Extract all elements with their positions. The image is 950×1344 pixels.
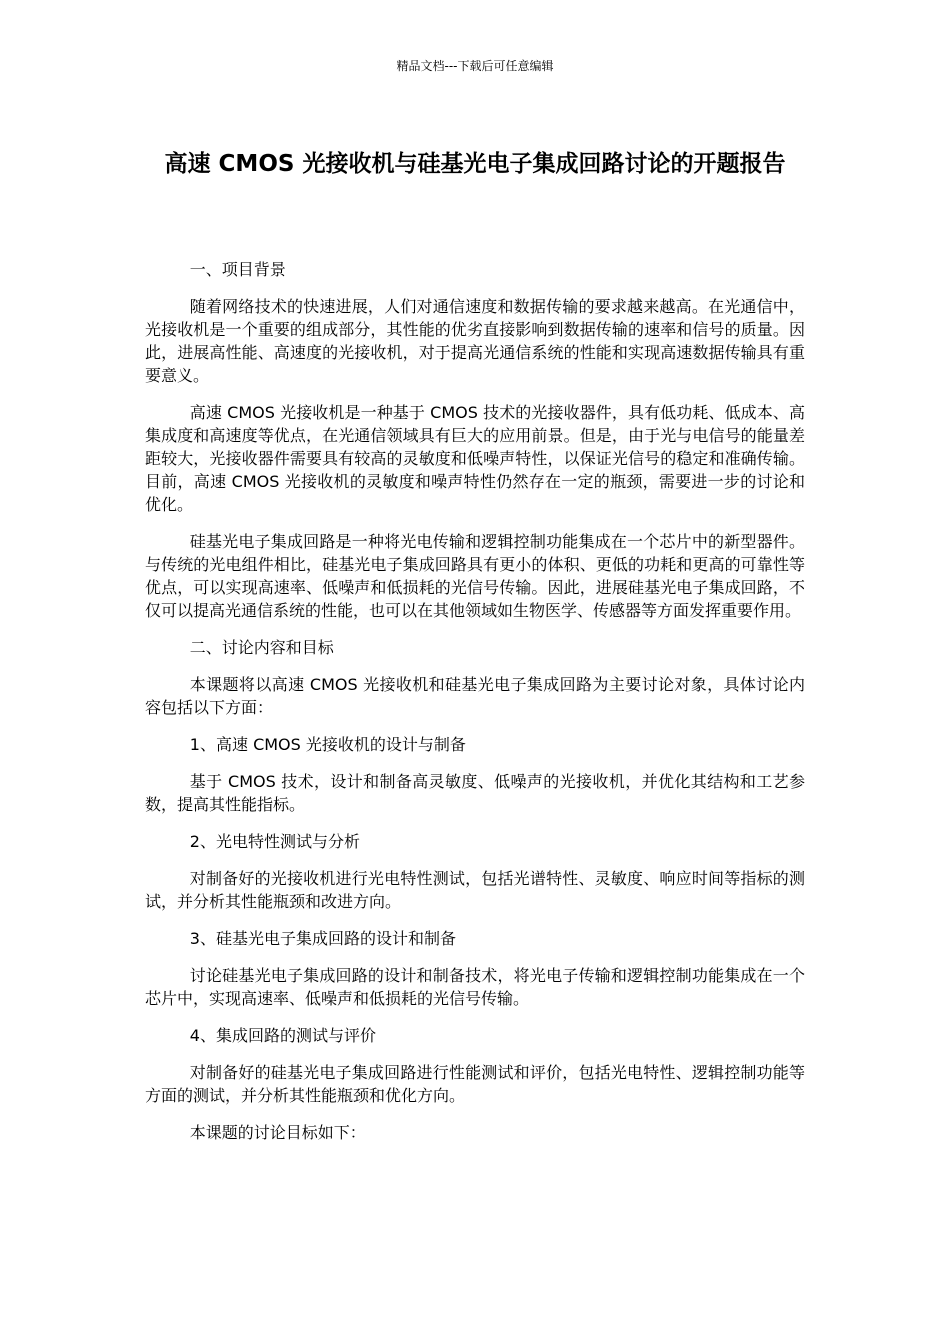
section-heading-content: 二、讨论内容和目标 [189,638,334,657]
document-title: 高速 CMOS 光接收机与硅基光电子集成回路讨论的开题报告 [164,151,786,177]
document-body [145,258,805,1158]
paragraph-background-2: 高速 CMOS 光接收机是一种基于 CMOS 技术的光接收器件，具有低功耗、低成本、高集成度和高速度等优点，在光通信领域具有巨大的应用前景。但是，由于光与电信号的能量差距较大，光接收器件需要具有较高的灵敏度和低噪声特性，以保证光信号的稳定和准确传输。目前，高速 CMOS 光接收机的灵敏度和噪声特性仍然存在一定的瓶颈，需要进一步的讨论和优化。 [145,403,805,514]
item-text-4: 对制备好的硅基光电子集成回路进行性能测试和评价，包括光电特性、逻辑控制功能等方面的测试，并分析其性能瓶颈和优化方向。 [145,1063,805,1105]
item-heading-1: 1、高速 CMOS 光接收机的设计与制备 [189,735,466,754]
item-heading-2: 2、光电特性测试与分析 [189,832,360,851]
item-heading-3: 3、硅基光电子集成回路的设计和制备 [189,929,456,948]
paragraph-content-intro: 本课题将以高速 CMOS 光接收机和硅基光电子集成回路为主要讨论对象，具体讨论内容包括以下方面： [145,675,805,717]
item-text-1: 基于 CMOS 技术，设计和制备高灵敏度、低噪声的光接收机，并优化其结构和工艺参数，提高其性能指标。 [145,772,805,814]
item-text-2: 对制备好的光接收机进行光电特性测试，包括光谱特性、灵敏度、响应时间等指标的测试，并分析其性能瓶颈和改进方向。 [145,869,805,911]
item-text-3: 讨论硅基光电子集成回路的设计和制备技术，将光电子传输和逻辑控制功能集成在一个芯片中，实现高速率、低噪声和低损耗的光信号传输。 [145,966,805,1008]
header-note: 精品文档---下载后可任意编辑 [396,59,554,73]
paragraph-background-3: 硅基光电子集成回路是一种将光电传输和逻辑控制功能集成在一个芯片中的新型器件。与传统的光电组件相比，硅基光电子集成回路具有更小的体积、更低的功耗和更高的可靠性等优点，可以实现高速率、低噪声和低损耗的光信号传输。因此，进展硅基光电子集成回路，不仅可以提高光通信系统的性能，也可以在其他领域如生物医学、传感器等方面发挥重要作用。 [145,532,805,620]
item-heading-4: 4、集成回路的测试与评价 [189,1026,376,1045]
paragraph-goals-intro: 本课题的讨论目标如下： [189,1123,366,1142]
section-heading-background: 一、项目背景 [189,260,286,279]
paragraph-background-1: 随着网络技术的快速进展，人们对通信速度和数据传输的要求越来越高。在光通信中，光接收机是一个重要的组成部分，其性能的优劣直接影响到数据传输的速率和信号的质量。因此，进展高性能、高速度的光接收机，对于提高光通信系统的性能和实现高速数据传输具有重要意义。 [145,297,805,385]
